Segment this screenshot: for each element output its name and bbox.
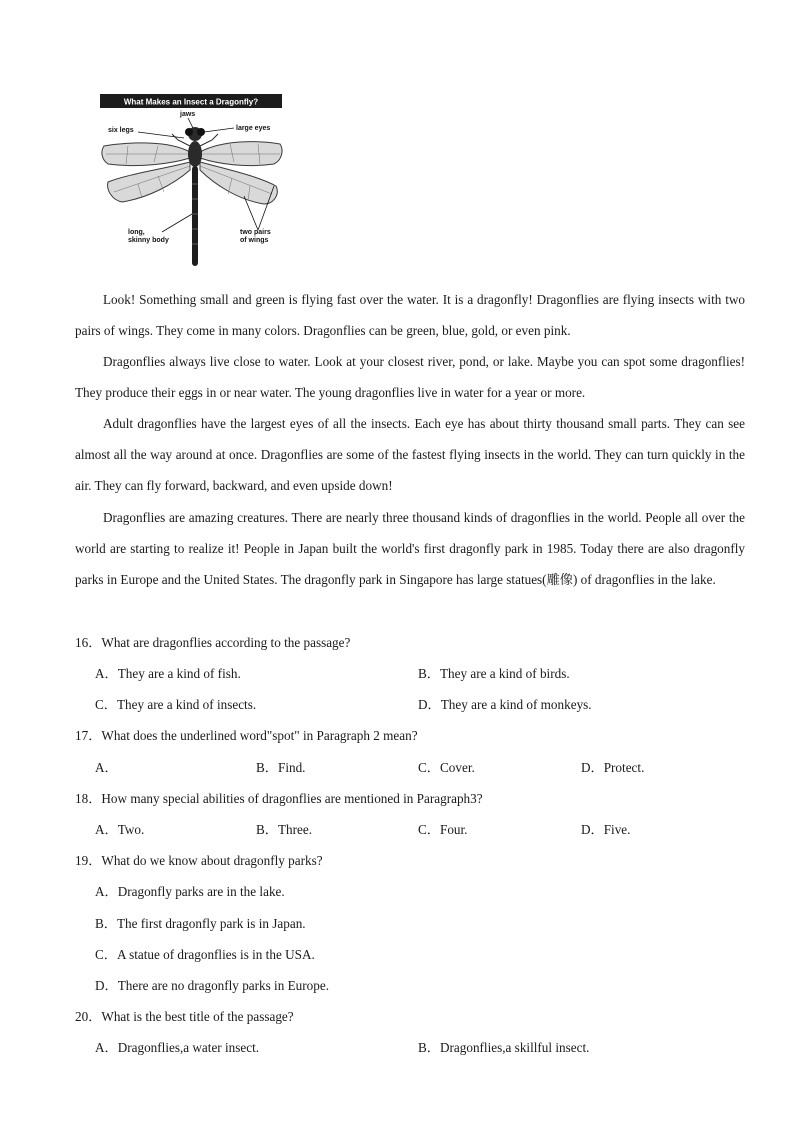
q20-option-b[interactable]: B．Dragonflies,a skillful insect. <box>418 1040 590 1055</box>
question-16: 16．What are dragonflies according to the passage? <box>75 635 351 650</box>
q16-option-a[interactable]: A．They are a kind of fish. <box>95 666 241 681</box>
q18-option-b[interactable]: B．Three. <box>256 822 313 837</box>
thorax <box>188 141 202 167</box>
q19-option-b[interactable]: B．The first dragonfly park is in Japan. <box>95 916 306 931</box>
q20-option-a[interactable]: A．Dragonflies,a water insect. <box>95 1040 260 1055</box>
q16-option-d[interactable]: D．They are a kind of monkeys. <box>418 697 592 712</box>
q17-option-b[interactable]: B．Find. <box>256 760 306 775</box>
passage-paragraph-2: Dragonflies always live close to water. Look at your closest river, pond, or lake. Maybe you can spot some dragonflies! They produce their eggs in or near water. The young dragonflies live in water for a year or more. <box>75 354 745 401</box>
diagram-title: What Makes an Insect a Dragonfly? <box>123 97 259 107</box>
passage-paragraph-3: Adult dragonflies have the largest eyes of all the insects. Each eye has about thirty thousand small parts. They can see almost all the way around at once. Dragonflies are some of the fastest flying insects in the world. They can turn quickly in the air. They can fly forward, backward, and even upside down! <box>75 416 745 494</box>
q16-option-b[interactable]: B．They are a kind of birds. <box>418 666 570 681</box>
q16-option-c[interactable]: C．They are a kind of insects. <box>95 697 257 712</box>
label-two-pairs-wings: two pairs of wings <box>240 229 271 244</box>
label-large-eyes: large eyes <box>236 125 271 132</box>
label-jaws: jaws <box>180 111 196 118</box>
q17-option-a[interactable]: A． <box>95 760 118 775</box>
label-six-legs: six legs <box>108 127 134 134</box>
q18-option-d[interactable]: D．Five. <box>581 822 631 837</box>
q18-option-c[interactable]: C．Four. <box>418 822 468 837</box>
q17-option-c[interactable]: C．Cover. <box>418 760 475 775</box>
dragonfly-diagram <box>98 94 284 272</box>
passage-paragraph-4: Dragonflies are amazing creatures. There are nearly three thousand kinds of dragonflies in the world. People all over the world are starting to realize it! People in Japan built the world's first dragonfly park in 1985. Today there are also dragonfly parks in Europe and the United States. The dragonfly park in Singapore has large statues(雕像) of dragonflies in the lake. <box>75 510 745 588</box>
q17-option-d[interactable]: D．Protect. <box>581 760 645 775</box>
q19-option-c[interactable]: C．A statue of dragonflies is in the USA. <box>95 947 315 962</box>
q18-option-a[interactable]: A．Two. <box>95 822 145 837</box>
question-20: 20．What is the best title of the passage? <box>75 1009 294 1024</box>
passage-paragraph-1: Look! Something small and green is flying fast over the water. It is a dragonfly! Dragonflies are flying insects with two pairs of wings. They come in many colors. Dragonflies can be green, blue, gold, or even pink. <box>75 292 745 339</box>
question-19: 19．What do we know about dragonfly parks? <box>75 853 323 868</box>
q19-option-a[interactable]: A．Dragonfly parks are in the lake. <box>95 884 285 899</box>
abdomen <box>192 166 198 266</box>
label-long-body: long, skinny body <box>128 229 169 244</box>
question-18: 18．How many special abilities of dragonflies are mentioned in Paragraph3? <box>75 791 483 806</box>
q19-option-d[interactable]: D．There are no dragonfly parks in Europe. <box>95 978 329 993</box>
question-17: 17．What does the underlined word"spot" in Paragraph 2 mean? <box>75 728 418 743</box>
